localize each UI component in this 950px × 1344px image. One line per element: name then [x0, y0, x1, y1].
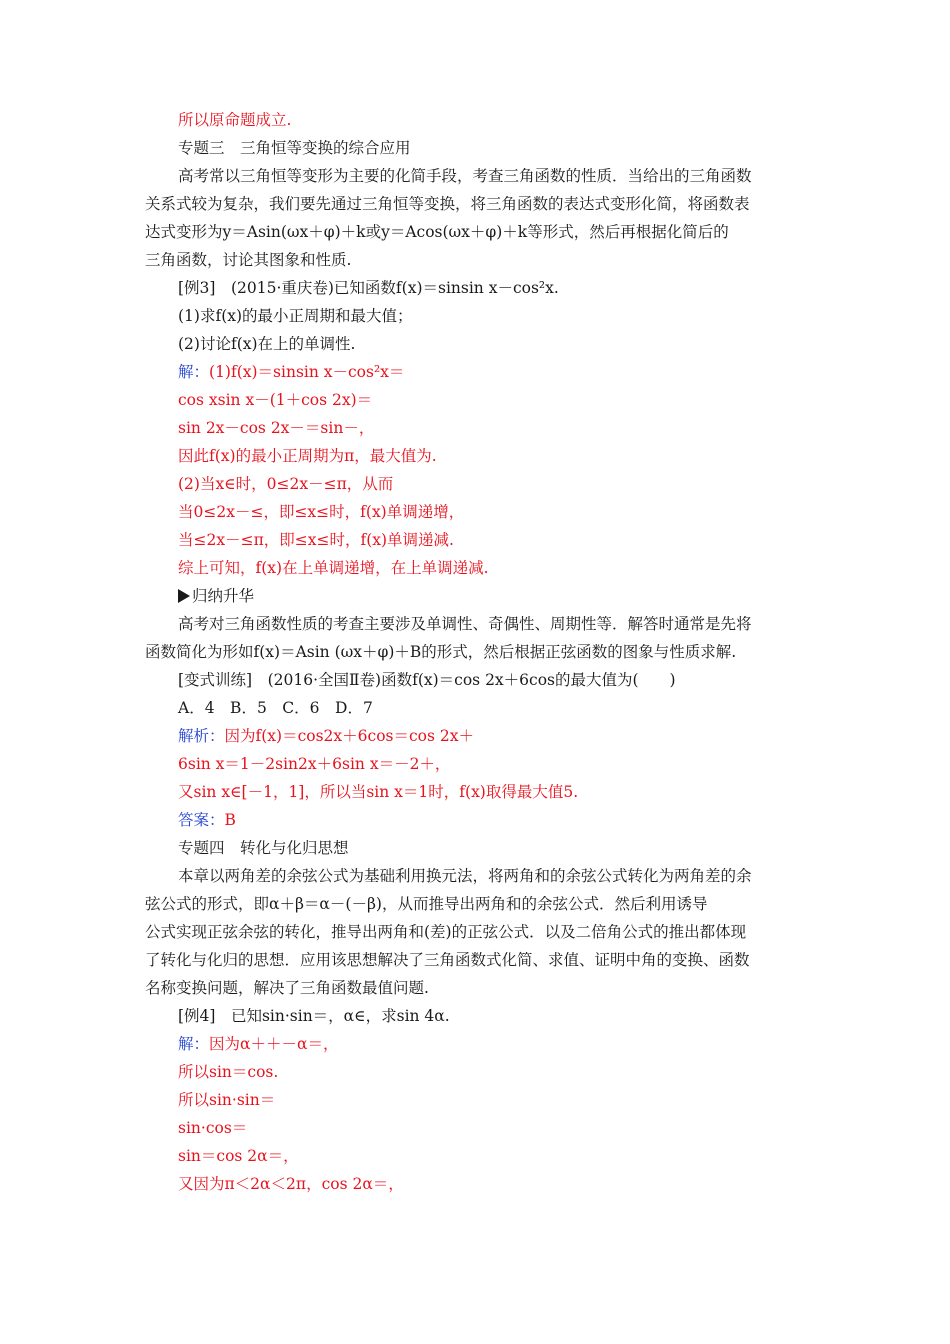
- text-line: [178, 586, 254, 606]
- text-line: [178, 1006, 450, 1026]
- text-line: [178, 782, 578, 802]
- line-text: 所以原命题成立.: [178, 111, 292, 129]
- line-text: 所以sin＝cos.: [178, 1063, 279, 1081]
- line-text: A．4 B．5 C．6 D．7: [178, 699, 373, 717]
- line-text: 了转化与化归的思想．应用该思想解决了三角函数式化简、求值、证明中角的变换、函数: [145, 951, 750, 969]
- line-text: 专题四 转化与化归思想: [178, 839, 349, 857]
- text-line: [178, 502, 464, 522]
- text-line: [178, 1034, 338, 1054]
- text-line: [145, 194, 750, 214]
- line-text: 因此f(x)的最小正周期为π，最大值为.: [178, 447, 437, 465]
- text-line: [178, 754, 450, 774]
- text-line: [178, 1174, 404, 1194]
- line-text: sin 2x－cos 2x－＝sin－，: [178, 419, 375, 437]
- line-text: 所以sin·sin＝: [178, 1091, 276, 1109]
- line-text: 达式变形为y＝Asin(ωx＋φ)＋k或y＝Acos(ωx＋φ)＋k等形式，然后再根据化简后的: [145, 223, 729, 241]
- line-text: 综上可知，f(x)在上单调递增，在上单调递减.: [178, 559, 489, 577]
- text-line: [145, 250, 351, 270]
- text-line: [145, 222, 729, 242]
- line-text: 因为α＋＋－α＝，: [209, 1035, 339, 1053]
- line-text: [例3] (2015·重庆卷)已知函数f(x)＝sinsin x－cos²x.: [178, 279, 559, 297]
- line-text: 高考常以三角恒等变形为主要的化简手段，考查三角函数的性质．当给出的三角函数: [178, 167, 752, 185]
- line-text: 因为f(x)＝cos2x＋6cos＝cos 2x＋: [224, 727, 474, 745]
- text-line: [178, 866, 752, 886]
- line-text: 6sin x＝1－2sin2x＋6sin x＝－2＋，: [178, 755, 451, 773]
- line-text: 归纳升华: [192, 587, 255, 605]
- line-text: 名称变换问题，解决了三角函数最值问题.: [145, 979, 429, 997]
- line-text: 又sin x∈[－1，1]，所以当sin x＝1时，f(x)取得最大值5.: [178, 783, 579, 801]
- line-text: 本章以两角差的余弦公式为基础利用换元法，将两角和的余弦公式转化为两角差的余: [178, 867, 752, 885]
- text-line: [178, 418, 374, 438]
- line-text: [变式训练] (2016·全国Ⅱ卷)函数f(x)＝cos 2x＋6cos的最大值为( ): [178, 671, 676, 689]
- line-text: 关系式较为复杂，我们要先通过三角恒等变换，将三角函数的表达式变形化简，将函数表: [145, 195, 750, 213]
- text-line: [178, 306, 413, 326]
- answer-prefix: 解：: [178, 363, 210, 381]
- line-text: (1)f(x)＝sinsin x－cos²x＝: [209, 363, 405, 381]
- text-line: [178, 362, 404, 382]
- text-line: [178, 698, 373, 718]
- text-line: [145, 922, 746, 942]
- line-text: 三角函数，讨论其图象和性质.: [145, 251, 352, 269]
- text-line: [145, 978, 429, 998]
- text-line: [178, 558, 489, 578]
- text-line: [178, 1146, 299, 1166]
- line-text: 当0≤2x－≤，即≤x≤时，f(x)单调递增，: [178, 503, 465, 521]
- text-line: [178, 334, 355, 354]
- text-line: [178, 446, 437, 466]
- text-line: [178, 838, 349, 858]
- text-line: [178, 1062, 278, 1082]
- text-line: [178, 166, 752, 186]
- answer-prefix: 解析：: [178, 727, 225, 745]
- line-text: 当≤2x－≤π，即≤x≤时，f(x)单调递减.: [178, 531, 454, 549]
- line-text: 专题三 三角恒等变换的综合应用: [178, 139, 411, 157]
- answer-prefix: 解：: [178, 1035, 210, 1053]
- text-line: [178, 278, 559, 298]
- text-line: [178, 110, 291, 130]
- text-line: [178, 390, 372, 410]
- text-line: [178, 138, 411, 158]
- text-line: [178, 810, 236, 830]
- line-text: (1)求f(x)的最小正周期和最大值；: [178, 307, 413, 325]
- text-line: [145, 894, 707, 914]
- line-text: 弦公式的形式，即α＋β＝α－(－β)，从而推导出两角和的余弦公式．然后利用诱导: [145, 895, 708, 913]
- line-text: sin·cos＝: [178, 1119, 248, 1137]
- text-line: [178, 726, 474, 746]
- line-text: [例4] 已知sin·sin＝，α∈，求sin 4α.: [178, 1007, 450, 1025]
- text-line: [178, 1090, 275, 1110]
- line-text: B: [224, 811, 236, 829]
- text-line: [178, 474, 393, 494]
- text-line: [145, 950, 750, 970]
- line-text: (2)当x∈时，0≤2x－≤π，从而: [178, 475, 394, 493]
- line-text: sin＝cos 2α＝，: [178, 1147, 299, 1165]
- text-line: [178, 614, 752, 634]
- triangle-icon: [178, 589, 190, 603]
- line-text: 公式实现正弦余弦的转化，推导出两角和(差)的正弦公式．以及二倍角公式的推出都体现: [145, 923, 747, 941]
- text-line: [145, 642, 736, 662]
- line-text: cos xsin x－(1＋cos 2x)＝: [178, 391, 373, 409]
- text-line: [178, 670, 676, 690]
- line-text: 高考对三角函数性质的考查主要涉及单调性、奇偶性、周期性等．解答时通常是先将: [178, 615, 752, 633]
- line-text: 又因为π＜2α＜2π，cos 2α＝，: [178, 1175, 404, 1193]
- answer-prefix: 答案：: [178, 811, 225, 829]
- line-text: (2)讨论f(x)在上的单调性.: [178, 335, 356, 353]
- text-line: [178, 530, 454, 550]
- text-line: [178, 1118, 247, 1138]
- line-text: 函数简化为形如f(x)＝Asin (ωx＋φ)＋B的形式，然后根据正弦函数的图象与性质求解.: [145, 643, 737, 661]
